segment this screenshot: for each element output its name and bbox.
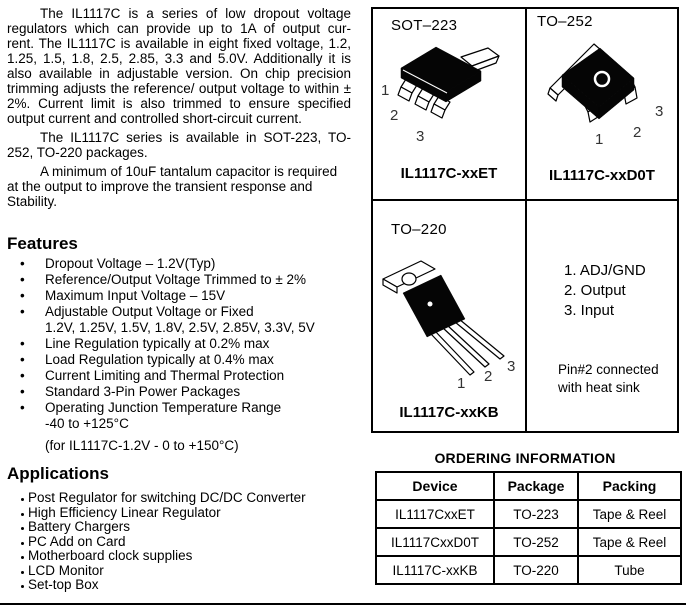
pinout-cell: [527, 201, 677, 431]
intro-line: also available in adjustable version. On chip precision: [7, 66, 351, 81]
feature-text: Standard 3-Pin Power Packages: [45, 384, 241, 399]
package-name-label: TO–252: [537, 13, 593, 30]
feature-item-continuation: [7, 416, 361, 432]
applications-list: [7, 491, 361, 593]
intro-paragraph: [7, 130, 351, 160]
feature-text: -40 to +125°C: [45, 416, 129, 431]
features-section: [7, 234, 361, 454]
intro-line: regulators which can provide up to 1A of output cur-: [7, 21, 351, 36]
feature-item: [7, 256, 361, 272]
application-item: [7, 520, 361, 535]
intro-paragraph: [7, 164, 351, 209]
col-header-packing: Packing: [578, 472, 681, 500]
application-text: Set-top Box: [28, 577, 99, 592]
pin-number-label: 1: [595, 131, 604, 148]
feature-item: [7, 272, 361, 288]
pin-number-label: 1: [381, 82, 390, 99]
feature-item: [7, 304, 361, 320]
feature-item: [7, 352, 361, 368]
intro-line: at the output to improve the transient response and: [7, 179, 313, 194]
feature-item-continuation: [7, 438, 361, 454]
application-text: Motherboard clock supplies: [28, 548, 193, 563]
feature-text: Adjustable Output Voltage or Fixed: [45, 304, 254, 319]
bullet-icon: [21, 571, 24, 574]
feature-text: Line Regulation typically at 0.2% max: [45, 336, 270, 351]
intro-line: 252, TO-220 packages.: [7, 145, 148, 160]
application-text: PC Add on Card: [28, 533, 126, 549]
package-cell: TO-223: [494, 500, 578, 528]
application-text: High Efficiency Linear Regulator: [28, 504, 221, 520]
description-section: [7, 6, 351, 209]
pin-number-label: 2: [484, 368, 493, 385]
bullet-icon: [21, 513, 24, 516]
feature-item: [7, 368, 361, 384]
feature-text: Load Regulation typically at 0.4% max: [45, 352, 274, 367]
pinout-note: with heat sink: [558, 380, 640, 395]
ordering-title: ORDERING INFORMATION: [434, 450, 616, 466]
application-item: [7, 491, 361, 506]
feature-item: [7, 400, 361, 416]
col-header-package: Package: [494, 472, 578, 500]
intro-paragraph: [7, 6, 351, 126]
col-header-device: Device: [376, 472, 494, 500]
bullet-icon: •: [20, 256, 25, 271]
application-item: [7, 506, 361, 521]
application-item: [7, 578, 361, 593]
bullet-icon: •: [20, 272, 25, 287]
package-name-label: SOT–223: [391, 17, 458, 34]
packing-cell: Tape & Reel: [578, 528, 681, 556]
package-cell: TO-252: [494, 528, 578, 556]
part-number-label: IL1117C-xxET: [400, 165, 498, 182]
to220-package-drawing: [373, 237, 525, 389]
feature-text: Maximum Input Voltage – 15V: [45, 288, 226, 303]
application-item: [7, 535, 361, 550]
bullet-icon: •: [20, 288, 25, 303]
part-number-label: IL1117C-xxKB: [399, 404, 499, 421]
pin-number-label: 1: [457, 375, 466, 392]
device-cell: IL1117CxxET: [376, 500, 494, 528]
table-row: [376, 556, 681, 584]
feature-item: [7, 336, 361, 352]
applications-section: [7, 464, 361, 593]
intro-line: 2%. Current limit is also trimmed to ensure specified: [7, 96, 351, 111]
bullet-icon: [21, 498, 24, 501]
page-bottom-rule: [0, 603, 686, 605]
intro-line: rent. The IL1117C is available in eight fixed voltage, 1.2,: [7, 36, 351, 51]
to252-cell: [527, 9, 677, 199]
feature-text: Reference/Output Voltage Trimmed to ± 2%: [45, 272, 307, 287]
feature-item-continuation: [7, 320, 361, 336]
package-name-label: TO–220: [391, 221, 447, 238]
features-heading: Features: [7, 234, 78, 253]
intro-line: 1.25, 1.5, 1.8, 2.5, 2.85, 3.3 and 5.0V. Additionally it is: [7, 51, 351, 66]
pin-number-label: 3: [655, 103, 664, 120]
application-text: Battery Chargers: [28, 519, 131, 534]
application-text: LCD Monitor: [28, 562, 104, 578]
bullet-icon: •: [20, 384, 25, 399]
pinout-line: 3. Input: [564, 302, 615, 319]
bullet-icon: •: [20, 304, 25, 319]
intro-line: trimming adjusts the reference/ output voltage to within ±: [7, 81, 351, 96]
feature-item: [7, 384, 361, 400]
to220-cell: [373, 201, 525, 431]
package-diagram-grid: [371, 7, 679, 433]
feature-text: Dropout Voltage – 1.2V(Typ): [45, 256, 216, 271]
feature-text: Current Limiting and Thermal Protection: [45, 368, 285, 383]
intro-line: output current and controlled short-circuit current.: [7, 111, 302, 126]
intro-line: The IL1117C is a series of low dropout voltage: [40, 6, 351, 21]
applications-heading: Applications: [7, 464, 110, 483]
packing-cell: Tube: [578, 556, 681, 584]
application-item: [7, 549, 361, 564]
intro-line: The IL1117C series is available in SOT-223, TO-: [40, 130, 351, 145]
bullet-icon: [21, 556, 24, 559]
feature-text: (for IL1117C-1.2V - 0 to +150°C): [45, 438, 239, 453]
sot223-package-drawing: [373, 35, 525, 159]
package-cell: TO-220: [494, 556, 578, 584]
pinout-line: 1. ADJ/GND: [564, 262, 646, 279]
device-cell: IL1117C-xxKB: [376, 556, 494, 584]
bullet-icon: •: [20, 336, 25, 351]
bullet-icon: •: [20, 352, 25, 367]
intro-line: Stability.: [7, 194, 58, 209]
pin-number-label: 3: [507, 358, 516, 375]
table-row: [376, 500, 681, 528]
part-number-label: IL1117C-xxD0T: [549, 167, 655, 184]
pinout-note: Pin#2 connected: [558, 362, 659, 377]
bullet-icon: [21, 527, 24, 530]
sot223-cell: [373, 9, 525, 199]
application-text: Post Regulator for switching DC/DC Converter: [28, 490, 306, 505]
bullet-icon: •: [20, 368, 25, 383]
bullet-icon: [21, 585, 24, 588]
pin-number-label: 2: [633, 124, 642, 141]
intro-line: A minimum of 10uF tantalum capacitor is required: [40, 164, 338, 179]
bullet-icon: •: [20, 400, 25, 415]
table-row: [376, 528, 681, 556]
packing-cell: Tape & Reel: [578, 500, 681, 528]
pin-number-label: 3: [416, 128, 425, 145]
device-cell: IL1117CxxD0T: [376, 528, 494, 556]
pinout-line: 2. Output: [564, 282, 626, 299]
feature-text: Operating Junction Temperature Range: [45, 400, 282, 415]
features-list: [7, 256, 361, 454]
table-header-row: [376, 472, 681, 500]
application-item: [7, 564, 361, 579]
feature-text: 1.2V, 1.25V, 1.5V, 1.8V, 2.5V, 2.85V, 3.3V, 5V: [45, 320, 315, 335]
bullet-icon: [21, 542, 24, 545]
pin-number-label: 2: [390, 107, 399, 124]
feature-item: [7, 288, 361, 304]
ordering-table: [375, 471, 682, 585]
